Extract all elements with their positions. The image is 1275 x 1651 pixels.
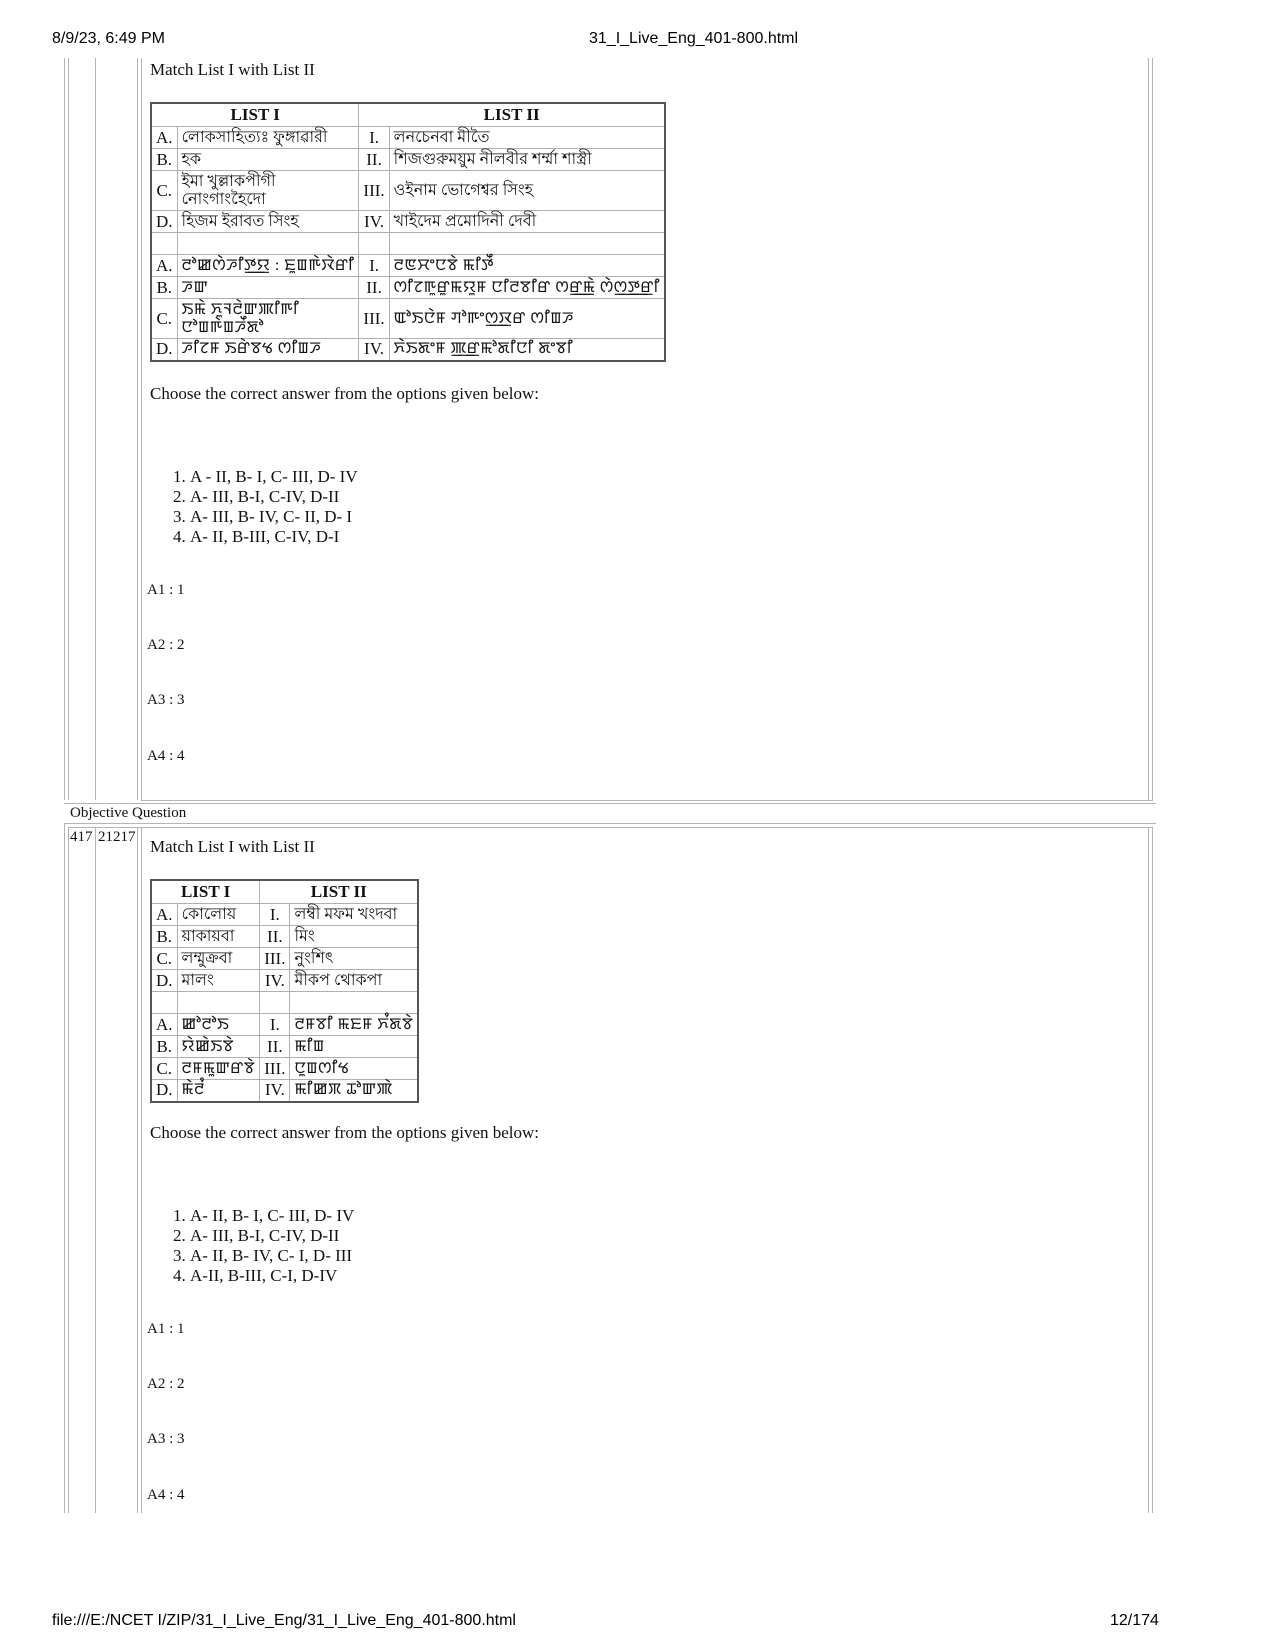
table-border [95,827,96,1513]
list2-item: ꯈꯥꯏꯗꯦꯝ ꯄ꯭ꯔꯃꯣꯗꯤꯅꯤ ꯗꯦꯕꯤ [389,339,665,361]
answer-label: A4 : 4 [147,1487,185,1503]
row-letter: A. [151,127,177,149]
list2-item: শিজগুরুময়ুম নীলবীর শর্ম্মা শাস্ত্রী [389,149,665,171]
list2-item: ꯅꯨꯡꯁꯤꯠ [290,1058,418,1080]
row-numeral: IV. [359,211,389,233]
list2-item: ꯃꯤꯡ [290,1036,418,1058]
table-border [1148,58,1149,800]
list2-header: LIST II [260,880,419,904]
row-numeral: II. [359,277,389,299]
answer-label: A1 : 1 [147,1321,185,1337]
row-letter: B. [151,277,177,299]
row-letter: B. [151,1036,177,1058]
list1-item: লম্মুক্রবা [177,948,260,970]
row-letter: D. [151,339,177,361]
list1-header: LIST I [151,880,260,904]
table-border [64,823,65,1513]
table-border [141,827,142,1513]
list1-item: ꯂꯝꯃꯨꯛꯔꯕꯥ [177,1058,260,1080]
list1-item: হক [177,149,359,171]
table-border [137,827,138,1513]
row-numeral: I. [359,255,389,277]
table-border [68,58,69,800]
row-numeral: III. [359,171,389,211]
row-letter: B. [151,149,177,171]
list2-item: খাইদেম প্রমোদিনী দেবী [389,211,665,233]
blank-row [151,992,418,1014]
list1-item: ꯏꯃꯥ ꯈꯨꯜꯂꯥꯛꯄꯤꯒꯤ ꯅꯣꯡꯒꯥꯡꯍꯩꯗꯣ [177,299,359,339]
option-item: 2. A- III, B-I, C-IV, D-II [190,487,358,507]
list2-header: LIST II [359,103,665,127]
row-letter: B. [151,926,177,948]
answer-label: A4 : 4 [147,748,185,764]
table-border [137,58,138,800]
table-border [1152,58,1153,800]
option-item: 3. A- II, B- IV, C- I, D- III [190,1246,354,1266]
print-page-number: 12/174 [1110,1612,1159,1629]
print-datetime: 8/9/23, 6:49 PM [52,30,165,47]
list1-item: ꯀꯣꯂꯣꯏ [177,1014,260,1036]
option-item: 2. A- III, B-I, C-IV, D-II [190,1226,354,1246]
list1-item: ꯍꯤꯖꯝ ꯏꯔꯥꯕꯠ ꯁꯤꯡꯍ [177,339,359,361]
row-letter: A. [151,904,177,926]
table-border [141,58,142,800]
table-border [68,827,69,1513]
question-prompt: Match List I with List II [150,837,315,856]
row-numeral: I. [260,904,290,926]
question-serial: 417 [70,829,93,845]
row-letter: D. [151,211,177,233]
row-numeral: II. [359,149,389,171]
list2-item: ꯂꯝꯕꯤ ꯃꯐꯝ ꯈꯪꯗꯕꯥ [290,1014,418,1036]
row-numeral: I. [260,1014,290,1036]
list1-item: হিজম ইরাবত সিংহ [177,211,359,233]
answer-label: A1 : 1 [147,582,185,598]
list2-item: ꯃꯤꯀꯞ ꯊꯣꯛꯄꯥ [290,1080,418,1102]
table-border [64,58,65,800]
choose-instruction: Choose the correct answer from the options given below: [150,1123,540,1142]
options-list [150,467,358,547]
list2-item: নুংশিৎ [290,948,418,970]
row-letter: C. [151,299,177,339]
list1-item: ꯂꯣꯀꯁꯥꯍꯤꯇ꯭ꯌ : ꯐꯨꯡꯒꯥꯋꯥꯔꯤ [177,255,359,277]
row-letter: A. [151,255,177,277]
row-letter: A. [151,1014,177,1036]
row-numeral: IV. [260,1080,290,1102]
option-item: 3. A- III, B- IV, C- II, D- I [190,507,358,527]
question-id: 21217 [98,829,136,845]
list1-item: ইমা খুল্লাকপীগী নোংগাংহৈদো [177,171,359,211]
question-prompt: Match List I with List II [150,60,315,79]
answer-label: A2 : 2 [147,1376,185,1392]
list2-item: ꯁꯤꯖꯒꯨꯔꯨꯃꯌꯨꯝ ꯅꯤꯂꯕꯤꯔ ꯁꯔ꯭ꯃꯥ ꯁꯥꯁ꯭ꯇ꯭ꯔꯤ [389,277,665,299]
list1-item: কোলোয় [177,904,260,926]
print-file-path: file:///E:/NCET I/ZIP/31_I_Live_Eng/31_I_Live_Eng_401-800.html [52,1612,516,1629]
list2-item: মিং [290,926,418,948]
list1-item: ꯃꯥꯂꯪ [177,1080,260,1102]
answer-label: A2 : 2 [147,637,185,653]
list2-item: মীকপ থোকপা [290,970,418,992]
blank-row [151,233,665,255]
match-table [150,879,419,1103]
list2-item: ꯂꯟꯆꯦꯅꯕꯥ ꯃꯤꯇꯩ [389,255,665,277]
row-letter: C. [151,948,177,970]
option-item: 1. A - II, B- I, C- III, D- IV [190,467,358,487]
row-letter: C. [151,171,177,211]
row-numeral: IV. [260,970,290,992]
row-numeral: IV. [359,339,389,361]
row-numeral: III. [260,1058,290,1080]
table-border [95,58,96,800]
list2-item: ওইনাম ভোগেশ্বর সিংহ [389,171,665,211]
list2-item: লনচেনবা মীতৈ [389,127,665,149]
row-numeral: III. [359,299,389,339]
question-type-label: Objective Question [70,805,187,821]
option-item: 1. A- II, B- I, C- III, D- IV [190,1206,354,1226]
row-numeral: II. [260,926,290,948]
option-item: 4. A-II, B-III, C-I, D-IV [190,1266,354,1286]
answer-label: A3 : 3 [147,1431,185,1447]
table-border [1148,827,1149,1513]
row-numeral: I. [359,127,389,149]
table-border [141,800,1153,801]
table-border [64,803,1156,804]
row-letter: D. [151,970,177,992]
list1-item: ꯍꯛ [177,277,359,299]
match-table [150,102,666,362]
row-numeral: III. [260,948,290,970]
list1-item: ꯌꯥꯀꯥꯏꯕꯥ [177,1036,260,1058]
list1-header: LIST I [151,103,359,127]
option-item: 4. A- II, B-III, C-IV, D-I [190,527,358,547]
row-numeral: II. [260,1036,290,1058]
row-letter: C. [151,1058,177,1080]
table-border [1152,827,1153,1513]
print-doc-title: 31_I_Live_Eng_401-800.html [589,30,799,47]
row-letter: D. [151,1080,177,1102]
table-border [68,827,1152,828]
list1-item: মালং [177,970,260,992]
table-border [64,823,1156,824]
list1-item: লোকসাহিত্যঃ ফুঙ্গাৱারী [177,127,359,149]
answer-label: A3 : 3 [147,692,185,708]
list2-item: লম্বী মফম খংদবা [290,904,418,926]
list1-item: য়াকায়বা [177,926,260,948]
choose-instruction: Choose the correct answer from the options given below: [150,384,540,403]
options-list [150,1206,354,1286]
list2-item: ꯑꯣꯏꯅꯥꯝ ꯚꯣꯒꯦꯁ꯭ꯋꯔ ꯁꯤꯡꯍ [389,299,665,339]
